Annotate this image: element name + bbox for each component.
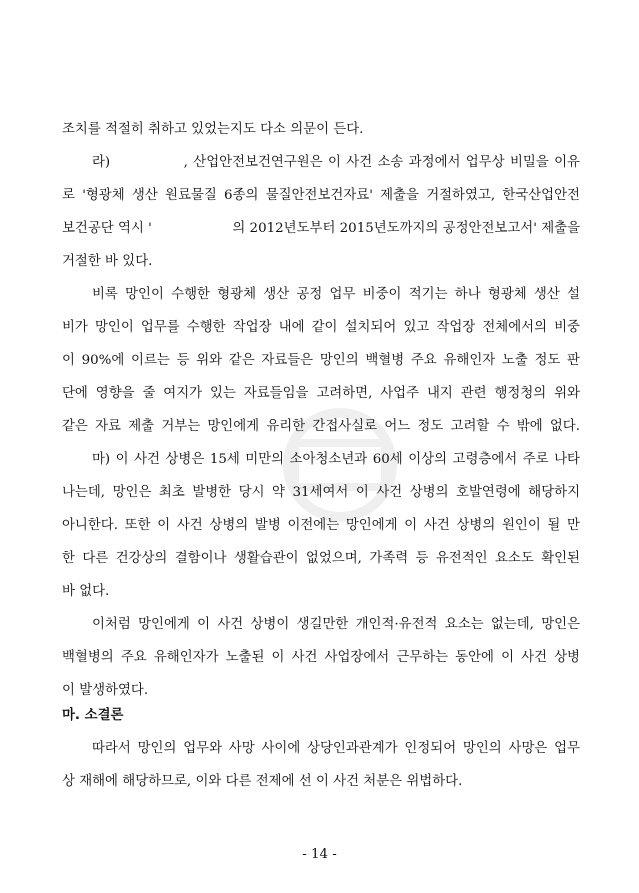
paragraph-line: 보건공단 역시 ' 의 2012년도부터 2015년도까지의 공정안전보고서' 제출을 — [62, 221, 580, 236]
paragraph-line: 단에 영향을 줄 여지가 있는 자료들임을 고려하면, 사업주 내지 관련 행정청의 위와 — [62, 386, 580, 401]
paragraph-line: 비가 망인이 업무를 수행한 작업장 내에 같이 설치되어 있고 작업장 전체에서의 비중 — [62, 320, 580, 335]
paragraph-line: 조치를 적절히 취하고 있었는지도 다소 의문이 든다. — [62, 122, 364, 137]
paragraph-line: 한 다른 건강상의 결함이나 생활습관이 없었으며, 가족력 등 유전적인 요소도 확인된 — [62, 551, 580, 566]
paragraph-line: 따라서 망인의 업무와 사망 사이에 상당인과관계가 인정되어 망인의 사망은 업무 — [92, 741, 580, 756]
paragraph-line: 로 '형광체 생산 원료물질 6종의 물질안전보건자료' 제출을 거절하였고, 한국산업안전 — [62, 188, 580, 203]
paragraph-line: 같은 자료 제출 거부는 망인에게 유리한 간접사실로 어느 정도 고려할 수 밖에 없다. — [62, 419, 580, 434]
paragraph-line: 백혈병의 주요 유해인자가 노출된 이 사건 사업장에서 근무하는 동안에 이 사건 상병 — [62, 650, 580, 665]
page-number: - 14 - — [302, 847, 337, 862]
paragraph-line: 나는데, 망인은 최초 발병한 당시 약 31세여서 이 사건 상병의 호발연령에 해당하지 — [62, 485, 580, 500]
paragraph-line: 이 90%에 이르는 등 위와 같은 자료들은 망인의 백혈병 주요 유해인자 노출 정도 판 — [62, 353, 580, 368]
paragraph-line: 아니한다. 또한 이 사건 상병의 발병 이전에는 망인에게 이 사건 상병의 원인이 될 만 — [62, 518, 580, 533]
paragraph-line: 바 없다. — [62, 584, 110, 599]
paragraph-line: 비록 망인이 수행한 형광체 생산 공정 업무 비중이 적기는 하나 형광체 생산 설 — [92, 287, 580, 302]
paragraph-line: 이처럼 망인에게 이 사건 상병이 생길만한 개인적·유전적 요소는 없는데, 망인은 — [92, 617, 580, 632]
paragraph-line: 마) 이 사건 상병은 15세 미만의 소아청소년과 60세 이상의 고령층에서 주로 나타 — [92, 452, 580, 467]
paragraph-line: 라) , 산업안전보건연구원은 이 사건 소송 과정에서 업무상 비밀을 이유 — [92, 155, 580, 170]
paragraph-line: 이 발생하였다. — [62, 683, 149, 698]
section-heading: 마. 소결론 — [62, 708, 124, 723]
paragraph-line: 거절한 바 있다. — [62, 254, 153, 269]
paragraph-line: 상 재해에 해당하므로, 이와 다른 전제에 선 이 사건 처분은 위법하다. — [62, 774, 463, 789]
